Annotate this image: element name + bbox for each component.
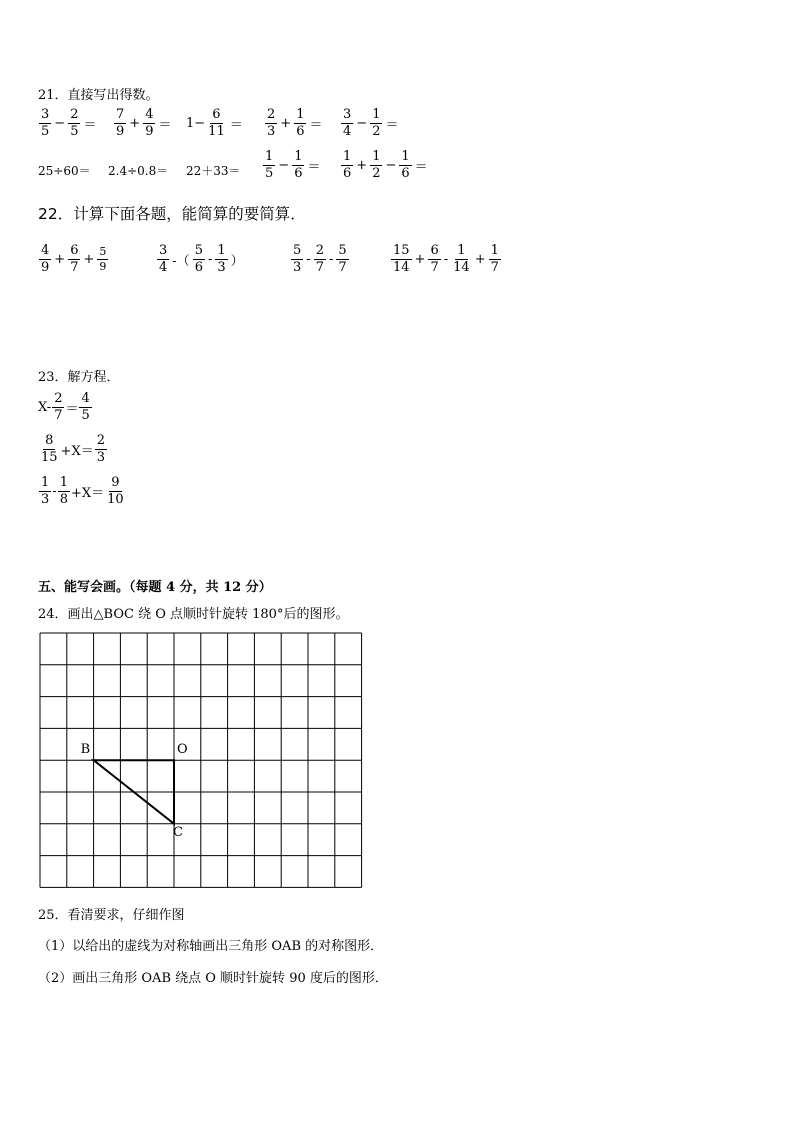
q23-equation-2: $\frac{8}{15}$ +X＝ $\frac{2}{3}$ (41, 433, 105, 465)
q25-item-2: （2）画出三角形 OAB 绕点 O 顺时针旋转 90 度后的图形． (38, 971, 388, 986)
q21-expr-4: $\frac{2}{3}$ + $\frac{1}{6}$ ＝ (267, 107, 323, 139)
q25-title: 25．看清要求，仔细作图 (38, 908, 185, 923)
q21-expr-7: 2.4÷0.8＝ (108, 164, 169, 178)
point-label-b: B (80, 742, 91, 758)
section-5-title: 五、能写会画。（每题 4 分，共 12 分） (38, 580, 272, 595)
q21-expr-8: 22＋33＝ (186, 164, 241, 178)
q21-expr-1: $\frac{3}{5}$ − $\frac{2}{5}$ ＝ (41, 107, 97, 139)
q22-title: 22．计算下面各题，能简算的要简算． (38, 205, 306, 223)
q22-expr-3: $\frac{5}{3}$ - $\frac{2}{7}$ - $\frac{5}{7}$ (293, 243, 347, 275)
q21-title: 21．直接写出得数。 (38, 88, 159, 103)
q21-expr-3: 1− $\frac{6}{11}$ ＝ (186, 107, 243, 139)
q21-expr-5: $\frac{3}{4}$ − $\frac{1}{2}$ ＝ (343, 107, 399, 139)
q21-expr-2: $\frac{7}{9}$ + $\frac{4}{9}$ ＝ (116, 107, 172, 139)
q22-expr-1: $\frac{4}{9}$ + $\frac{6}{7}$ + $\frac{5}{9}$ (41, 243, 107, 275)
q21-expr-9: $\frac{1}{5}$ − $\frac{1}{6}$ ＝ (265, 149, 321, 181)
rotation-grid (39, 632, 363, 890)
point-label-o: O (177, 742, 188, 758)
q24-title: 24．画出△BOC 绕 O 点顺时针旋转 180°后的图形。 (38, 607, 349, 622)
q25-item-1: （1）以给出的虚线为对称轴画出三角形 OAB 的对称图形． (38, 939, 384, 954)
q23-equation-1: X- $\frac{2}{7}$ ＝ $\frac{4}{5}$ (38, 391, 90, 423)
q21-expr-6: 25÷60＝ (38, 164, 91, 178)
q22-expr-2: $\frac{3}{4}$ -（ $\frac{5}{6}$ - $\frac{1}{3}$ ） (159, 243, 244, 275)
q22-expr-4: $\frac{15}{14}$ + $\frac{6}{7}$ - $\frac{1}{14}$ + $\frac{1}{7}$ (393, 243, 499, 275)
q23-title: 23．解方程． (38, 370, 120, 385)
point-label-c: C (173, 824, 183, 840)
q23-equation-3: $\frac{1}{3}$ - $\frac{1}{8}$ +X＝ $\frac{9}{10}$ (41, 475, 124, 507)
q21-expr-10: $\frac{1}{6}$ + $\frac{1}{2}$ − $\frac{1}{6}$ ＝ (343, 149, 428, 181)
